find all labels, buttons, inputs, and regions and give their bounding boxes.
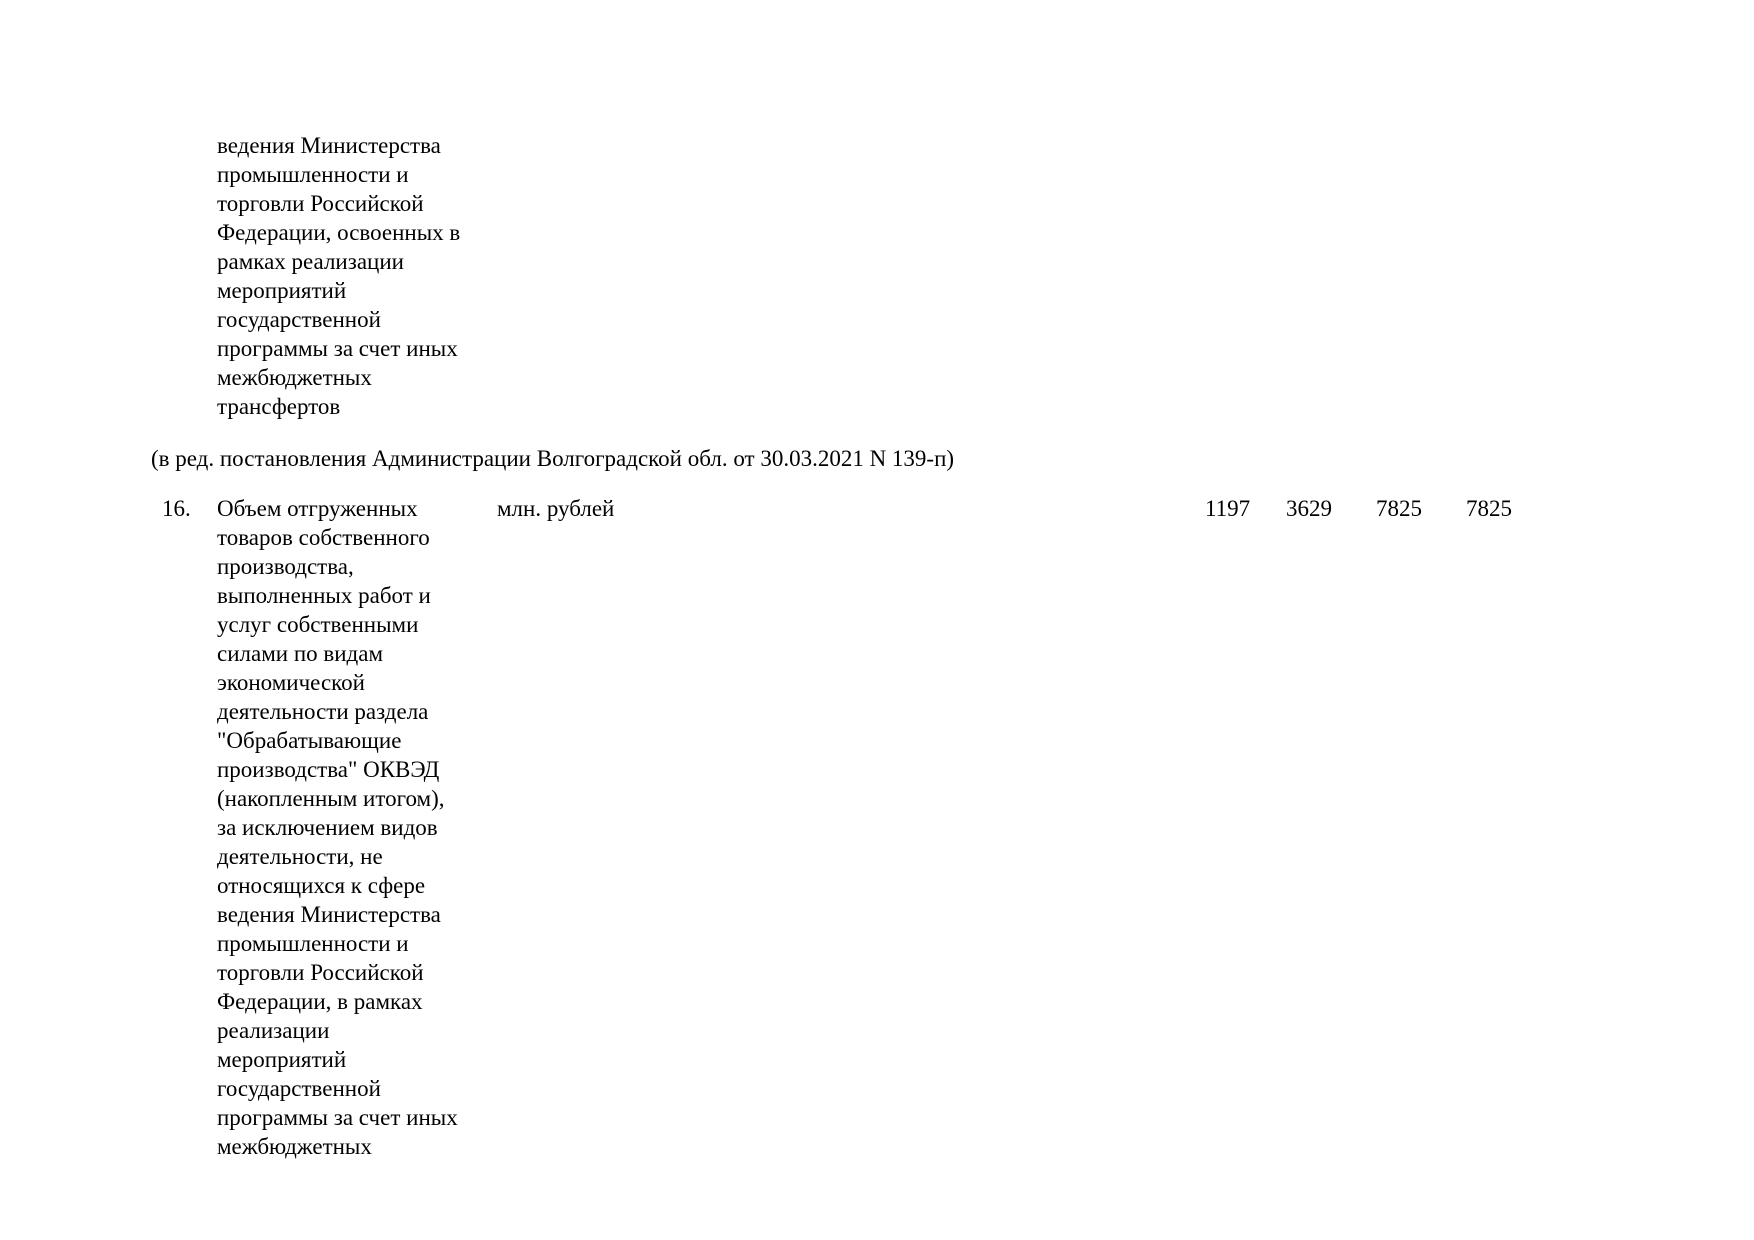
text-line: за исключением видов (217, 815, 438, 840)
text-line: ведения Министерства (217, 902, 441, 927)
text-line: товаров собственного (217, 525, 430, 550)
text-line: промышленности и (217, 931, 409, 956)
continued-row-description (217, 131, 497, 421)
text-line: экономической (217, 670, 365, 695)
text-line: межбюджетных (217, 365, 372, 390)
text-line: выполненных работ и (217, 583, 431, 608)
text-line: государственной (217, 307, 381, 332)
text-line: межбюджетных (217, 1134, 372, 1159)
value-cell-3: 7825 (1376, 496, 1422, 521)
text-line: услуг собственными (217, 612, 419, 637)
text-line: торговли Российской (217, 960, 424, 985)
text-line: Объем отгруженных (217, 496, 418, 521)
row-16-description (217, 494, 497, 1161)
text-line: (накопленным итогом), (217, 786, 445, 811)
text-line: "Обрабатывающие (217, 728, 402, 753)
text-line: промышленности и (217, 162, 409, 187)
text-line: торговли Российской (217, 191, 424, 216)
text-line: деятельности, не (217, 844, 383, 869)
text-line: Федерации, в рамках (217, 989, 423, 1014)
text-line: мероприятий (217, 278, 347, 303)
row-number: 16. (162, 496, 191, 521)
text-line: Федерации, освоенных в (217, 220, 461, 245)
text-line: производства, (217, 554, 354, 579)
text-line: ведения Министерства (217, 133, 441, 158)
text-line: программы за счет иных (217, 1105, 458, 1130)
value-cell-1: 1197 (1205, 496, 1251, 521)
text-line: рамках реализации (217, 249, 404, 274)
text-line: силами по видам (217, 641, 384, 666)
text-line: реализации (217, 1018, 330, 1043)
amendment-note: (в ред. постановления Администрации Волгоградской обл. от 30.03.2021 N 139-п) (151, 446, 955, 471)
text-line: мероприятий (217, 1047, 347, 1072)
text-line: деятельности раздела (217, 699, 429, 724)
value-cell-2: 3629 (1286, 496, 1332, 521)
text-line: программы за счет иных (217, 336, 458, 361)
text-line: производства" ОКВЭД (217, 757, 440, 782)
text-line: государственной (217, 1076, 381, 1101)
value-cell-4: 7825 (1466, 496, 1512, 521)
unit-cell: млн. рублей (497, 496, 615, 521)
text-line: относящихся к сфере (217, 873, 426, 898)
text-line: трансфертов (217, 394, 341, 419)
